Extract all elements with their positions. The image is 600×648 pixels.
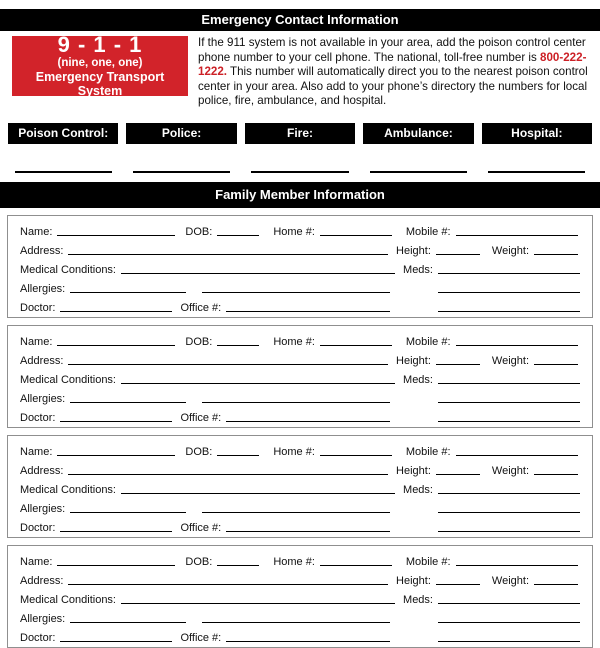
- height-label: Height:: [396, 574, 431, 587]
- meds-fill-line-3[interactable]: [438, 310, 580, 312]
- allergies-fill-line[interactable]: [70, 401, 186, 403]
- name-fill-line[interactable]: [57, 344, 175, 346]
- meds-fill-line[interactable]: [438, 602, 580, 604]
- doctor-fill-line[interactable]: [60, 310, 172, 312]
- member-row-address: [20, 239, 580, 258]
- member-row-medical: [20, 478, 580, 497]
- name-fill-line[interactable]: [57, 454, 175, 456]
- 911-badge: [12, 32, 188, 98]
- name-fill-line[interactable]: [57, 564, 175, 566]
- height-fill-line[interactable]: [436, 473, 480, 475]
- meds-fill-line[interactable]: [438, 492, 580, 494]
- medical-conditions-fill-line[interactable]: [121, 602, 395, 604]
- address-fill-line[interactable]: [68, 583, 388, 585]
- intro-text-after: This number will automatically direct you to the nearest poison control center in your area. Also add to your phone’s directory the numbers for local police, fire, ambulance, and hospital.: [198, 65, 588, 108]
- dob-label: DOB:: [185, 335, 213, 348]
- home-phone-fill-line[interactable]: [320, 564, 392, 566]
- member-row-allergies: [20, 387, 580, 406]
- allergies-label: Allergies:: [20, 392, 66, 405]
- member-row-medical: [20, 258, 580, 277]
- police-line-cell: [126, 171, 236, 173]
- medical-conditions-label: Medical Conditions:: [20, 263, 116, 276]
- home-phone-label: Home #:: [273, 445, 315, 458]
- weight-label: Weight:: [491, 244, 529, 257]
- family-member-card: [7, 545, 593, 648]
- height-fill-line[interactable]: [436, 363, 480, 365]
- mobile-phone-fill-line[interactable]: [456, 234, 578, 236]
- member-row-doctor: [20, 516, 580, 535]
- mobile-phone-label: Mobile #:: [405, 335, 451, 348]
- doctor-label: Doctor:: [20, 411, 56, 424]
- meds-label: Meds:: [403, 263, 433, 276]
- medical-conditions-label: Medical Conditions:: [20, 483, 116, 496]
- weight-label: Weight:: [491, 574, 529, 587]
- meds-fill-line-2[interactable]: [438, 291, 580, 293]
- height-fill-line[interactable]: [436, 583, 480, 585]
- doctor-label: Doctor:: [20, 301, 56, 314]
- meds-label: Meds:: [403, 483, 433, 496]
- doctor-fill-line[interactable]: [60, 530, 172, 532]
- member-row-doctor: [20, 626, 580, 645]
- member-row-doctor: [20, 296, 580, 315]
- office-phone-label: Office #:: [180, 301, 222, 314]
- member-row-identity: [20, 220, 580, 239]
- hospital-fill-line[interactable]: [488, 171, 585, 173]
- dob-label: DOB:: [185, 225, 213, 238]
- doctor-fill-line[interactable]: [60, 640, 172, 642]
- contact-lines-row: [8, 171, 592, 173]
- address-fill-line[interactable]: [68, 473, 388, 475]
- weight-label: Weight:: [491, 354, 529, 367]
- dob-fill-line[interactable]: [217, 344, 259, 346]
- home-phone-fill-line[interactable]: [320, 344, 392, 346]
- intro-text-before: If the 911 system is not available in your area, add the poison control center phone number to your cell phone. The national, toll-free number is: [198, 36, 586, 64]
- meds-label: Meds:: [403, 593, 433, 606]
- intro-paragraph: [198, 36, 588, 109]
- height-label: Height:: [396, 244, 431, 257]
- dob-fill-line[interactable]: [217, 454, 259, 456]
- doctor-label: Doctor:: [20, 521, 56, 534]
- family-section-title: Family Member Information: [0, 182, 600, 208]
- dob-fill-line[interactable]: [217, 234, 259, 236]
- office-phone-fill-line[interactable]: [226, 530, 390, 532]
- doctor-fill-line[interactable]: [60, 420, 172, 422]
- member-row-allergies: [20, 607, 580, 626]
- meds-fill-line-3[interactable]: [438, 530, 580, 532]
- name-label: Name:: [20, 555, 53, 568]
- dob-label: DOB:: [185, 555, 213, 568]
- allergies-fill-line-2[interactable]: [202, 291, 390, 293]
- height-fill-line[interactable]: [436, 253, 480, 255]
- office-phone-fill-line[interactable]: [226, 420, 390, 422]
- weight-fill-line[interactable]: [534, 253, 578, 255]
- meds-fill-line[interactable]: [438, 272, 580, 274]
- address-label: Address:: [20, 464, 64, 477]
- contact-label-fire: Fire:: [245, 123, 355, 144]
- 911-number: 9 - 1 - 1: [57, 32, 143, 57]
- meds-fill-line-2[interactable]: [438, 511, 580, 513]
- member-row-medical: [20, 588, 580, 607]
- doctor-label: Doctor:: [20, 631, 56, 644]
- name-fill-line[interactable]: [57, 234, 175, 236]
- 911-pronunciation: (nine, one, one): [57, 57, 143, 69]
- meds-fill-line-3[interactable]: [438, 420, 580, 422]
- fire-fill-line[interactable]: [251, 171, 348, 173]
- allergies-fill-line[interactable]: [70, 291, 186, 293]
- mobile-phone-fill-line[interactable]: [456, 344, 578, 346]
- fire-line-cell: [245, 171, 355, 173]
- member-row-address: [20, 349, 580, 368]
- height-label: Height:: [396, 354, 431, 367]
- meds-fill-line-2[interactable]: [438, 401, 580, 403]
- ambulance-line-cell: [363, 171, 473, 173]
- allergies-label: Allergies:: [20, 282, 66, 295]
- home-phone-label: Home #:: [273, 335, 315, 348]
- meds-label: Meds:: [403, 373, 433, 386]
- address-label: Address:: [20, 244, 64, 257]
- allergies-fill-line-2[interactable]: [202, 401, 390, 403]
- member-row-medical: [20, 368, 580, 387]
- mobile-phone-fill-line[interactable]: [456, 564, 578, 566]
- home-phone-label: Home #:: [273, 225, 315, 238]
- mobile-phone-label: Mobile #:: [405, 225, 451, 238]
- member-row-allergies: [20, 497, 580, 516]
- mobile-phone-fill-line[interactable]: [456, 454, 578, 456]
- member-row-identity: [20, 550, 580, 569]
- medical-conditions-fill-line[interactable]: [121, 382, 395, 384]
- weight-fill-line[interactable]: [534, 583, 578, 585]
- member-row-identity: [20, 330, 580, 349]
- contact-label-hospital: Hospital:: [482, 123, 592, 144]
- allergies-fill-line-2[interactable]: [202, 511, 390, 513]
- family-member-card: [7, 325, 593, 428]
- address-fill-line[interactable]: [68, 253, 388, 255]
- medical-conditions-fill-line[interactable]: [121, 492, 395, 494]
- address-fill-line[interactable]: [68, 363, 388, 365]
- page-title: Emergency Contact Information: [0, 9, 600, 31]
- office-phone-label: Office #:: [180, 521, 222, 534]
- poison-control-fill-line[interactable]: [15, 171, 112, 173]
- weight-fill-line[interactable]: [534, 473, 578, 475]
- meds-fill-line[interactable]: [438, 382, 580, 384]
- name-label: Name:: [20, 445, 53, 458]
- member-row-doctor: [20, 406, 580, 425]
- office-phone-label: Office #:: [180, 631, 222, 644]
- contact-label-poison-control: Poison Control:: [8, 123, 118, 144]
- address-label: Address:: [20, 574, 64, 587]
- 911-system-name: Emergency Transport System: [35, 70, 165, 98]
- intro-section: [12, 32, 588, 109]
- ambulance-fill-line[interactable]: [370, 171, 467, 173]
- name-label: Name:: [20, 225, 53, 238]
- member-row-address: [20, 569, 580, 588]
- family-member-list: [7, 215, 593, 648]
- emergency-contact-form: [0, 9, 600, 648]
- poison-control-line-cell: [8, 171, 118, 173]
- home-phone-fill-line[interactable]: [320, 234, 392, 236]
- office-phone-label: Office #:: [180, 411, 222, 424]
- family-member-card: [7, 435, 593, 538]
- contact-labels-row: [8, 123, 592, 144]
- poison-control-phone-number: 800-222-1222.: [198, 50, 587, 79]
- office-phone-fill-line[interactable]: [226, 640, 390, 642]
- allergies-label: Allergies:: [20, 612, 66, 625]
- height-label: Height:: [396, 464, 431, 477]
- member-row-allergies: [20, 277, 580, 296]
- medical-conditions-fill-line[interactable]: [121, 272, 395, 274]
- name-label: Name:: [20, 335, 53, 348]
- dob-fill-line[interactable]: [217, 564, 259, 566]
- allergies-label: Allergies:: [20, 502, 66, 515]
- member-row-address: [20, 459, 580, 478]
- member-row-identity: [20, 440, 580, 459]
- home-phone-fill-line[interactable]: [320, 454, 392, 456]
- mobile-phone-label: Mobile #:: [405, 445, 451, 458]
- medical-conditions-label: Medical Conditions:: [20, 593, 116, 606]
- medical-conditions-label: Medical Conditions:: [20, 373, 116, 386]
- address-label: Address:: [20, 354, 64, 367]
- weight-label: Weight:: [491, 464, 529, 477]
- allergies-fill-line[interactable]: [70, 511, 186, 513]
- weight-fill-line[interactable]: [534, 363, 578, 365]
- office-phone-fill-line[interactable]: [226, 310, 390, 312]
- police-fill-line[interactable]: [133, 171, 230, 173]
- contact-label-ambulance: Ambulance:: [363, 123, 473, 144]
- contact-label-police: Police:: [126, 123, 236, 144]
- hospital-line-cell: [482, 171, 592, 173]
- home-phone-label: Home #:: [273, 555, 315, 568]
- mobile-phone-label: Mobile #:: [405, 555, 451, 568]
- dob-label: DOB:: [185, 445, 213, 458]
- meds-fill-line-3[interactable]: [438, 640, 580, 642]
- family-member-card: [7, 215, 593, 318]
